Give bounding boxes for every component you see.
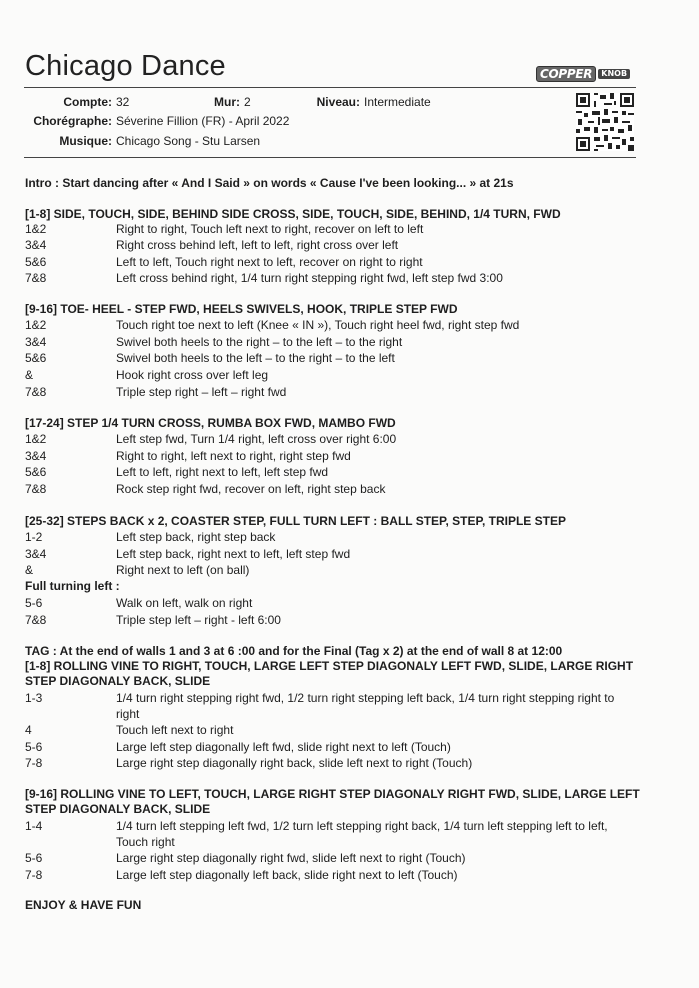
step-description: Left to left, Touch right next to left, recover on right to right	[116, 255, 423, 269]
step-count: 7&8	[25, 613, 47, 627]
section-heading: [25-32] STEPS BACK x 2, COASTER STEP, FULL TURN LEFT : BALL STEP, STEP, TRIPLE STEP	[25, 514, 566, 528]
step-count: &	[25, 368, 34, 382]
step-count: 5&6	[25, 255, 47, 269]
section-subheading: Full turning left :	[25, 579, 120, 593]
step-description: Large left step diagonally left fwd, slide right next to left (Touch)	[116, 740, 451, 754]
step-count: 1-4	[25, 819, 43, 833]
wall-value: 2	[244, 95, 251, 109]
header-bottom-rule	[24, 157, 636, 158]
step-description: Left step back, right next to left, left step fwd	[116, 547, 351, 561]
step-description: Large left step diagonally left back, slide right next to left (Touch)	[116, 868, 458, 882]
step-count: 7-8	[25, 868, 43, 882]
step-description: Large right step diagonally right back, slide left next to right (Touch)	[116, 756, 473, 770]
footer-text: ENJOY & HAVE FUN	[25, 898, 142, 912]
wall-label: Mur:	[214, 95, 240, 109]
step-count: 7&8	[25, 385, 47, 399]
logo-knob: KNOB	[598, 69, 630, 79]
step-description: Triple step left – right - left 6:00	[116, 613, 281, 627]
step-count: 4	[25, 723, 32, 737]
step-description: Hook right cross over left leg	[116, 368, 269, 382]
step-description: Walk on left, walk on right	[116, 596, 253, 610]
level-value: Intermediate	[364, 95, 431, 109]
tag-intro: TAG : At the end of walls 1 and 3 at 6 :00 and for the Final (Tag x 2) at the end of wall 8 at 12:00	[25, 644, 563, 658]
step-count: 3&4	[25, 335, 47, 349]
step-description: Touch left next to right	[116, 723, 234, 737]
step-description: Rock step right fwd, recover on left, right step back	[116, 482, 386, 496]
choreographer-label: Chorégraphe:	[33, 114, 112, 128]
intro-text: Intro : Start dancing after « And I Said » on words « Cause I've been looking... » at 21s	[25, 176, 514, 190]
step-description: Right to right, Touch left next to right, recover on left to left	[116, 222, 424, 236]
step-description: Left to left, right next to left, left step fwd	[116, 465, 329, 479]
section-heading: [17-24] STEP 1/4 TURN CROSS, RUMBA BOX FWD, MAMBO FWD	[25, 416, 396, 430]
level-label: Niveau:	[316, 95, 360, 109]
step-count: 3&4	[25, 449, 47, 463]
logo-copper: COPPER	[536, 66, 596, 82]
tag-section-heading: [9-16] ROLLING VINE TO LEFT, TOUCH, LARGE RIGHT STEP DIAGONALY RIGHT FWD, SLIDE, LARGE LEFT STEP DIAGONALY BACK, SLIDE	[25, 787, 640, 816]
count-value: 32	[116, 95, 130, 109]
step-description: 1/4 turn left stepping left fwd, 1/2 turn left stepping right back, 1/4 turn left stepping left to left, Touch right	[116, 819, 608, 849]
step-count: 3&4	[25, 547, 47, 561]
step-description: Large right step diagonally right fwd, slide left next to right (Touch)	[116, 851, 466, 865]
qr-code[interactable]	[576, 93, 634, 151]
step-description: Touch right toe next to left (Knee « IN »), Touch right heel fwd, right step fwd	[116, 318, 520, 332]
step-count: 1&2	[25, 222, 47, 236]
music-label: Musique:	[59, 134, 112, 148]
step-count: 7&8	[25, 271, 47, 285]
step-count: 5-6	[25, 740, 43, 754]
dance-title: Chicago Dance	[25, 50, 226, 82]
step-count: 1&2	[25, 318, 47, 332]
step-description: Right next to left (on ball)	[116, 563, 250, 577]
step-count: 1-3	[25, 691, 43, 705]
choreographer-value: Séverine Fillion (FR) - April 2022	[116, 114, 290, 128]
step-count: 7-8	[25, 756, 43, 770]
music-value: Chicago Song - Stu Larsen	[116, 134, 261, 148]
step-count: 5&6	[25, 351, 47, 365]
step-count: 5-6	[25, 851, 43, 865]
copperknob-logo	[536, 66, 634, 82]
step-description: Right to right, left next to right, right step fwd	[116, 449, 351, 463]
step-count: 5-6	[25, 596, 43, 610]
count-label: Compte:	[63, 95, 112, 109]
step-description: Left step back, right step back	[116, 530, 276, 544]
step-description: 1/4 turn right stepping right fwd, 1/2 turn right stepping left back, 1/4 turn right stepping right to right	[116, 691, 615, 721]
header-top-rule	[24, 87, 636, 88]
step-description: Swivel both heels to the left – to the right – to the left	[116, 351, 395, 365]
step-count: 3&4	[25, 238, 47, 252]
step-count: 7&8	[25, 482, 47, 496]
step-count: 1-2	[25, 530, 43, 544]
section-heading: [1-8] SIDE, TOUCH, SIDE, BEHIND SIDE CROSS, SIDE, TOUCH, SIDE, BEHIND, 1/4 TURN, FWD	[25, 207, 561, 221]
step-description: Left cross behind right, 1/4 turn right stepping right fwd, left step fwd 3:00	[116, 271, 503, 285]
step-count: &	[25, 563, 34, 577]
step-count: 5&6	[25, 465, 47, 479]
step-description: Triple step right – left – right fwd	[116, 385, 287, 399]
step-description: Right cross behind left, left to left, right cross over left	[116, 238, 399, 252]
step-description: Left step fwd, Turn 1/4 right, left cross over right 6:00	[116, 432, 397, 446]
step-count: 1&2	[25, 432, 47, 446]
step-description: Swivel both heels to the right – to the left – to the right	[116, 335, 403, 349]
section-heading: [9-16] TOE- HEEL - STEP FWD, HEELS SWIVELS, HOOK, TRIPLE STEP FWD	[25, 302, 458, 316]
tag-section-heading: [1-8] ROLLING VINE TO RIGHT, TOUCH, LARGE LEFT STEP DIAGONALY LEFT FWD, SLIDE, LARGE RIGHT STEP DIAGONALY BACK, SLIDE	[25, 659, 634, 688]
